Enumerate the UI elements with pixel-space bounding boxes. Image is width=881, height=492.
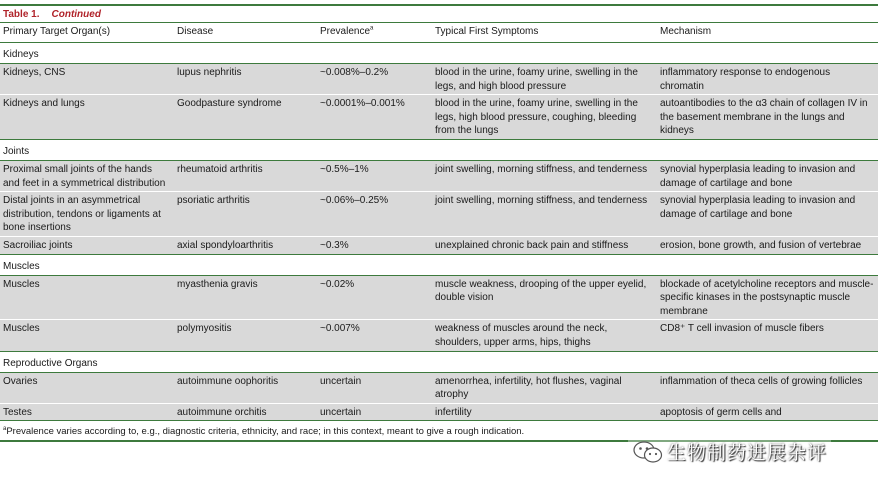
watermark-text: 生物制药进展杂评 [667, 442, 828, 464]
table-container [0, 4, 878, 442]
cell-mechanism: autoantibodies to the α3 chain of collagen IV in the basement membrane in the lungs and kidneys [657, 95, 878, 140]
cell-mechanism: synovial hyperplasia leading to invasion and damage of cartilage and bone [657, 192, 878, 237]
cell-mechanism: CD8⁺ T cell invasion of muscle fibers [657, 320, 878, 351]
cell-organ: Kidneys and lungs [0, 95, 174, 140]
cell-organ: Muscles [0, 320, 174, 351]
cell-prevalence: uncertain [317, 372, 432, 403]
table-row [0, 192, 878, 237]
cell-disease: axial spondyloarthritis [174, 236, 317, 254]
table-continued-label: Continued [51, 8, 101, 20]
cell-symptoms: unexplained chronic back pain and stiffness [432, 236, 657, 254]
cell-symptoms: weakness of muscles around the neck, shoulders, upper arms, hips, thighs [432, 320, 657, 351]
cell-prevalence: ~0.0001%–0.001% [317, 95, 432, 140]
cell-prevalence: ~0.007% [317, 320, 432, 351]
header-mechanism: Mechanism [657, 23, 878, 43]
header-prevalence-label: Prevalence [320, 26, 371, 37]
section-row [0, 43, 878, 64]
cell-disease: psoriatic arthritis [174, 192, 317, 237]
cell-organ: Distal joints in an asymmetrical distribution, tendons or ligaments at bone insertions [0, 192, 174, 237]
cell-disease: Goodpasture syndrome [174, 95, 317, 140]
cell-mechanism: inflammatory response to endogenous chromatin [657, 64, 878, 95]
cell-disease: autoimmune orchitis [174, 403, 317, 421]
cell-symptoms: joint swelling, morning stiffness, and tenderness [432, 160, 657, 191]
watermark [628, 437, 831, 466]
section-row [0, 139, 878, 160]
footnote-text: Prevalence varies according to, e.g., diagnostic criteria, ethnicity, and race; in this context, meant to give a rough indication. [6, 426, 525, 438]
section-title: Muscles [0, 254, 878, 275]
table-row [0, 275, 878, 320]
table-body [0, 43, 878, 421]
cell-prevalence: ~0.5%–1% [317, 160, 432, 191]
cell-mechanism: blockade of acetylcholine receptors and muscle-specific kinases in the postsynaptic muscle membrane [657, 275, 878, 320]
header-row [0, 23, 878, 43]
cell-organ: Kidneys, CNS [0, 64, 174, 95]
section-row [0, 254, 878, 275]
cell-disease: autoimmune oophoritis [174, 372, 317, 403]
cell-prevalence: uncertain [317, 403, 432, 421]
section-row [0, 351, 878, 372]
table-row [0, 372, 878, 403]
cell-symptoms: amenorrhea, infertility, hot flushes, vaginal atrophy [432, 372, 657, 403]
cell-mechanism: apoptosis of germ cells and [657, 403, 878, 421]
table-row [0, 95, 878, 140]
cell-organ: Proximal small joints of the hands and feet in a symmetrical distribution [0, 160, 174, 191]
header-prevalence-footnote-mark: a [370, 25, 374, 32]
header-prevalence [317, 23, 432, 43]
header-organ: Primary Target Organ(s) [0, 23, 174, 43]
cell-disease: myasthenia gravis [174, 275, 317, 320]
cell-prevalence: ~0.3% [317, 236, 432, 254]
data-table [0, 22, 878, 421]
cell-organ: Ovaries [0, 372, 174, 403]
table-row [0, 160, 878, 191]
cell-symptoms: muscle weakness, drooping of the upper eyelid, double vision [432, 275, 657, 320]
cell-prevalence: ~0.008%–0.2% [317, 64, 432, 95]
section-title: Joints [0, 139, 878, 160]
section-title: Reproductive Organs [0, 351, 878, 372]
cell-organ: Muscles [0, 275, 174, 320]
table-row [0, 236, 878, 254]
cell-mechanism: synovial hyperplasia leading to invasion and damage of cartilage and bone [657, 160, 878, 191]
table-number: Table 1. [3, 8, 40, 20]
cell-symptoms: infertility [432, 403, 657, 421]
header-disease: Disease [174, 23, 317, 43]
cell-disease: rheumatoid arthritis [174, 160, 317, 191]
cell-disease: lupus nephritis [174, 64, 317, 95]
section-title: Kidneys [0, 43, 878, 64]
cell-organ: Sacroiliac joints [0, 236, 174, 254]
table-row [0, 403, 878, 421]
cell-organ: Testes [0, 403, 174, 421]
cell-mechanism: inflammation of theca cells of growing follicles [657, 372, 878, 403]
cell-prevalence: ~0.06%–0.25% [317, 192, 432, 237]
header-symptoms: Typical First Symptoms [432, 23, 657, 43]
table-caption [0, 4, 878, 22]
table-row [0, 64, 878, 95]
cell-symptoms: joint swelling, morning stiffness, and tenderness [432, 192, 657, 237]
wechat-icon [632, 440, 664, 464]
cell-symptoms: blood in the urine, foamy urine, swelling in the legs, and high blood pressure [432, 64, 657, 95]
footnote-mark: a [3, 426, 7, 433]
cell-mechanism: erosion, bone growth, and fusion of vertebrae [657, 236, 878, 254]
cell-prevalence: ~0.02% [317, 275, 432, 320]
cell-symptoms: blood in the urine, foamy urine, swelling in the legs, high blood pressure, coughing, bleeding from the lungs [432, 95, 657, 140]
table-row [0, 320, 878, 351]
cell-disease: polymyositis [174, 320, 317, 351]
